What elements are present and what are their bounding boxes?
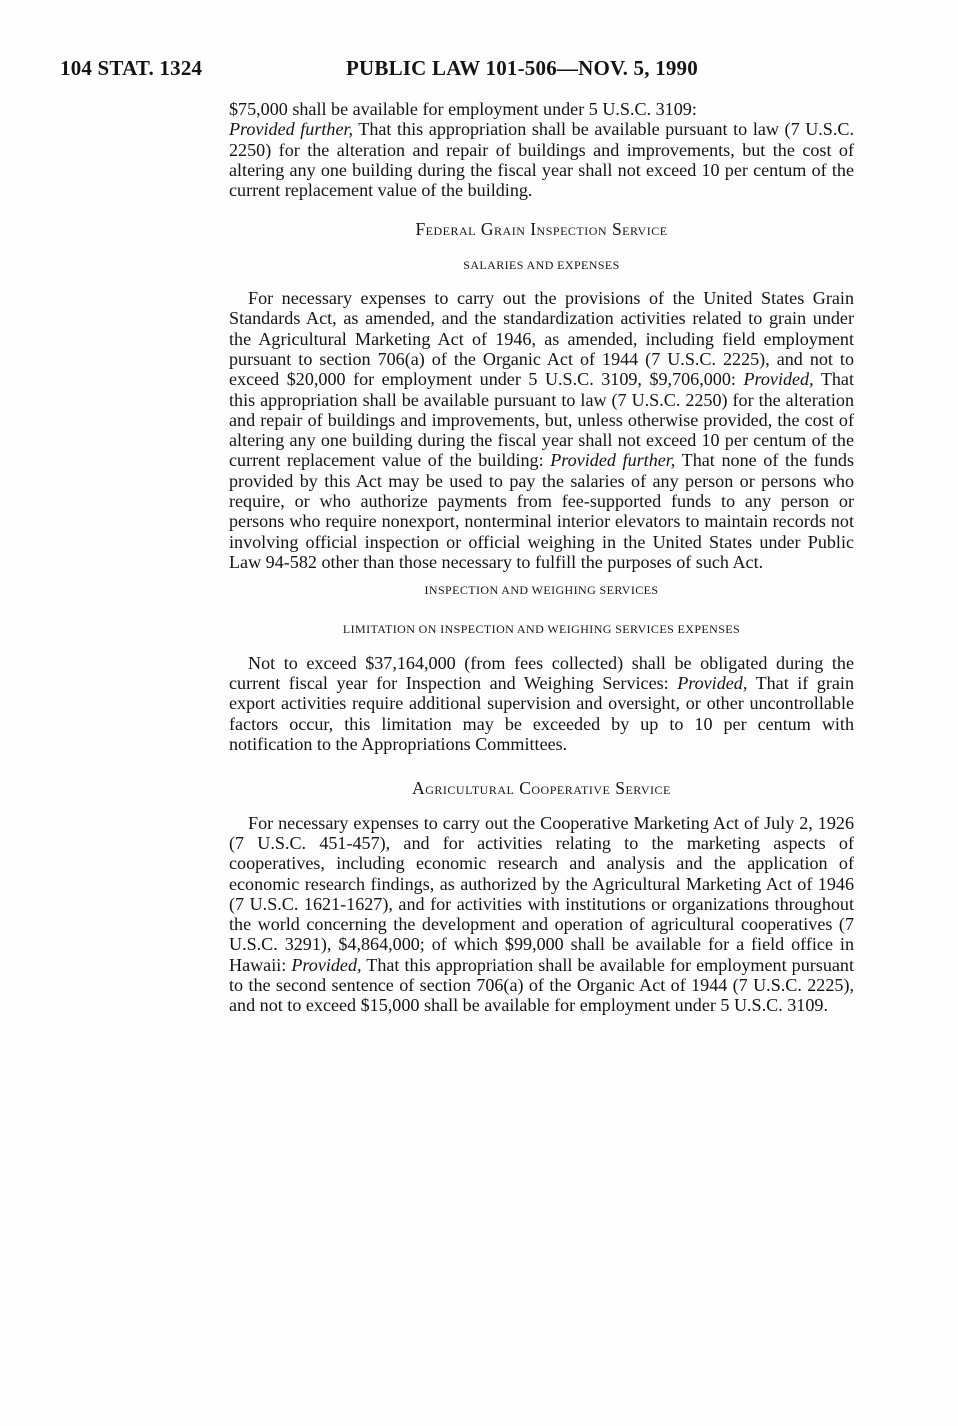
fgis-heading: Federal Grain Inspection Service: [415, 219, 668, 240]
document-body: [229, 99, 854, 1016]
public-law-title: PUBLIC LAW 101-506—NOV. 5, 1990: [346, 56, 698, 80]
acs-heading: Agricultural Cooperative Service: [412, 778, 671, 799]
inspection-subheading: LIMITATION ON INSPECTION AND WEIGHING SERVICES EXPENSES: [342, 621, 741, 636]
fgis-paragraph: For necessary expenses to carry out the provisions of the United States Grain Standards Act, as amended, and the standardization activities related to grain under the Agricultural Marketing Act of 1946, as amended, including field employment pursuant to section 706(a) of the Organic Act of 1944 (7 U.S.C. 2225), and not to exceed $20,000 for employment under 5 U.S.C. 3109, $9,706,000: Provided, That this appropriation shall be available pursuant to law (7 U.S.C. 2250) for the alteration and repair of buildings and improvements, but, unless otherwise provided, the cost of altering any one building during the fiscal year shall not exceed 10 per centum of the current replacement value of the building: Provided further, That none of the funds provided by this Act may be used to pay the salaries of any person or persons who require, or who authorize payments from fee-supported funds to any person or persons who require nonexport, nonterminal interior elevators to maintain records not involving official inspection or official weighing in the United States under Public Law 94-582 other than those necessary to fulfill the purposes of such Act.: [229, 288, 854, 572]
inspection-paragraph: Not to exceed $37,164,000 (from fees collected) shall be obligated during the current fiscal year for Inspection and Weighing Services: Provided, That if grain export activities require additional supervision and oversight, or other uncontrollable factors occur, this limitation may be exceeded by up to 10 per centum with notification to the Appropriations Committees.: [229, 652, 854, 755]
acs-paragraph: For necessary expenses to carry out the Cooperative Marketing Act of July 2, 1926 (7 U.S.C. 451-457), and for activities relating to the marketing aspects of cooperatives, including economic research and analysis and the application of economic research findings, as authorized by the Agricultural Marketing Act of 1946 (7 U.S.C. 1621-1627), and for activities with institutions or organizations throughout the world concerning the development and operation of agricultural cooperatives (7 U.S.C. 3291), $4,864,000; of which $99,000 shall be available for a field office in Hawaii: Provided, That this appropriation shall be available for employment pursuant to the second sentence of section 706(a) of the Organic Act of 1944 (7 U.S.C. 2225), and not to exceed $15,000 shall be available for employment under 5 U.S.C. 3109.: [229, 812, 854, 1016]
inspection-heading: INSPECTION AND WEIGHING SERVICES: [424, 583, 659, 598]
continued-paragraph: $75,000 shall be available for employment under 5 U.S.C. 3109: Provided further, That this appropriation shall be available pursuant to law (7 U.S.C. 2250) for the alteration and repair of buildings and improvements, but the cost of altering any one building during the fiscal year shall not exceed 10 per centum of the current replacement value of the building.: [229, 99, 854, 201]
page-header: [60, 56, 898, 86]
fgis-subheading: SALARIES AND EXPENSES: [463, 257, 620, 272]
statute-citation: 104 STAT. 1324: [60, 56, 203, 80]
